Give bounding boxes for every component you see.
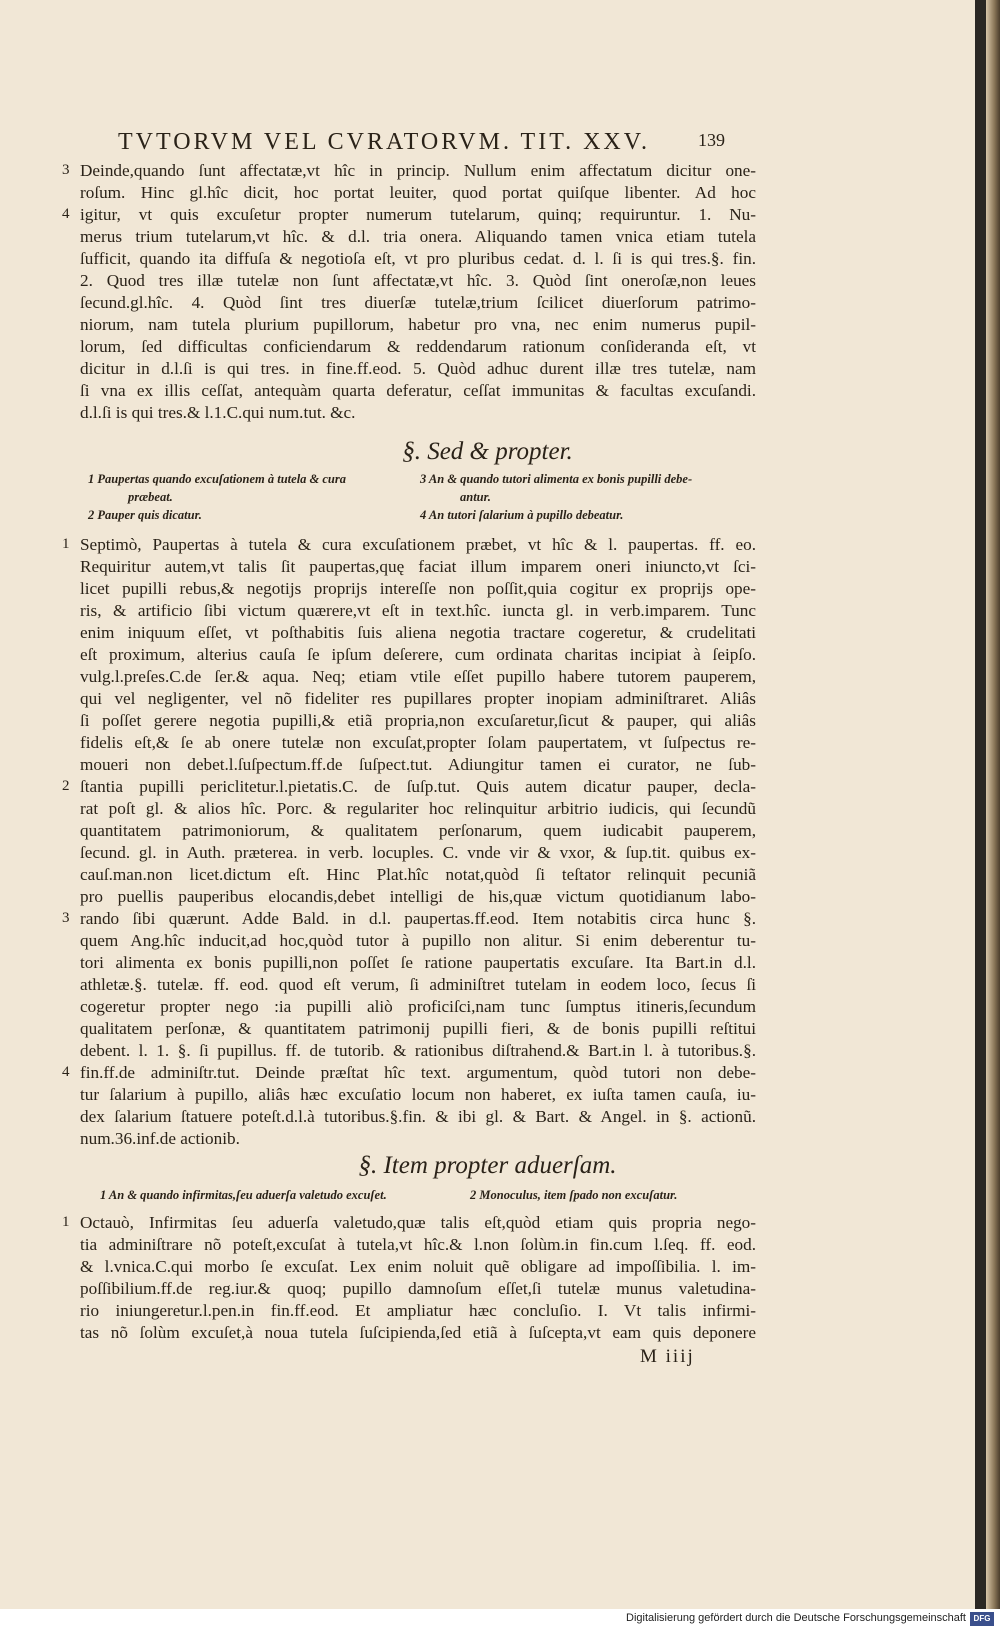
margin-number: 4 xyxy=(62,1064,70,1080)
text-line: d.l.ſi is qui tres.& l.1.C.qui num.tut. &c. xyxy=(80,403,356,422)
text-line: ſi poſſet gerere negotia pupilli,& etiã propria,non excuſaretur,ſicut & pauper, qui aliâs xyxy=(80,711,756,730)
page-number: 139 xyxy=(698,130,725,150)
summary-item: 2 Pauper quis dicatur. xyxy=(88,508,202,522)
text-line: igitur, vt quis excuſetur propter numerum tutelarum, quinq; requiruntur. 1. Nu- xyxy=(80,205,756,224)
text-line: ſi vna ex illis ceſſat, antequàm quarta deferatur, ceſſat immunitas & facultas excuſandi. xyxy=(80,381,756,400)
text-line: qualitatem perſonæ, & quantitatem patrimonij pupilli fieri, & de bonis pupilli reſtitui xyxy=(80,1019,756,1038)
text-line: Octauò, Infirmitas ſeu aduerſa valetudo,quæ talis eſt,quòd etiam quis propria nego- xyxy=(80,1213,756,1232)
text-line: num.36.inf.de actionib. xyxy=(80,1129,240,1148)
summary-item: antur. xyxy=(460,490,491,504)
margin-number: 3 xyxy=(62,162,70,178)
text-line: roſum. Hinc gl.hîc dicit, hoc portat leuiter, quod portat quiſque libenter. Ad hoc xyxy=(80,183,756,202)
summary-item: præbeat. xyxy=(128,490,173,504)
text-line: ſecund. gl. in Auth. præterea. in verb. locuples. C. vnde vir & vxor, & ſup.tit. quibus ex- xyxy=(80,843,756,862)
margin-number: 4 xyxy=(62,206,70,222)
text-line: lorum, ſed difficultas conficiendarum & reddendarum rationum conſideranda eſt, vt xyxy=(80,337,756,356)
text-line: cauſ.man.non licet.dictum eſt. Hinc Plat.hîc notat,quòd ſi teſtator relinquit pecuniã xyxy=(80,865,756,884)
summary-item: 2 Monoculus, item ſpado non excuſatur. xyxy=(470,1188,678,1202)
text-line: niorum, nam tutela plurium pupillorum, habetur pro vna, nec enim numerus pupil- xyxy=(80,315,756,334)
text-line: eſt proximum, alterius cauſa ſe ipſum deſerere, cum ordinata charitas incipiat à ſeipſo. xyxy=(80,645,756,664)
margin-number: 2 xyxy=(62,778,70,794)
text-line: poſſibilium.ff.de reg.iur.& quoq; pupillo damnoſum eſſet,ſi tutelæ munus valetudina- xyxy=(80,1279,756,1298)
text-line: merus trium tutelarum,vt hîc. & d.l. tria onera. Aliquando tamen vnica etiam tutela xyxy=(80,227,756,246)
text-line: tur ſalarium à pupillo, aliâs hæc excuſatio locum non haberet, ex iuſta tamen cauſa, iu- xyxy=(80,1085,756,1104)
summary-item: 3 An & quando tutori alimenta ex bonis pupilli debe- xyxy=(420,472,693,486)
text-line: fidelis eſt,& ſe ab onere tutelæ non excuſat,propter ſolam paupertatem, vt ſuſpectus re- xyxy=(80,733,756,752)
text-line: enim iniquum eſſet, vt poſthabitis ſuis aliena negotia tractare cogeretur, & crudelitati xyxy=(80,623,756,642)
funding-credit: Digitalisierung gefördert durch die Deutsche Forschungsgemeinschaft xyxy=(626,1612,966,1624)
text-line: quem Ang.hîc inducit,ad hoc,quòd tutor à pupillo non alitur. Si enim deberentur tu- xyxy=(80,931,756,950)
summary-item: 1 An & quando infirmitas,ſeu aduerſa valetudo excuſet. xyxy=(100,1188,387,1202)
text-line: tia adminiſtrare nõ poteſt,excuſat à tutela,vt hîc.& l.non ſolùm.in fin.cum l.ſeq. ff. eod. xyxy=(80,1235,756,1254)
section-title: §. Item propter aduerſam. xyxy=(358,1152,617,1179)
text-line: fin.ff.de adminiſtr.tut. Deinde præſtat hîc text. argumentum, quòd tutori non debe- xyxy=(80,1063,756,1082)
footer-bar xyxy=(0,1609,1000,1630)
text-line: pro puellis pauperibus elocandis,debet intelligi de his,quæ victum quotidianum labo- xyxy=(80,887,756,906)
margin-number: 3 xyxy=(62,910,70,926)
running-title: TVTORVM VEL CVRATORVM. TIT. XXV. xyxy=(118,129,650,155)
text-line: & l.vnica.C.qui morbo ſe excuſat. Lex enim noluit quẽ obligare ad impoſſibilia. l. im- xyxy=(80,1257,756,1276)
book-fold-edge xyxy=(986,0,1000,1609)
text-line: Deinde,quando ſunt affectatæ,vt hîc in princip. Nullum enim affectatum dicitur one- xyxy=(80,161,756,180)
dfg-logo-icon: DFG xyxy=(970,1612,994,1626)
summary-item: 1 Paupertas quando excuſationem à tutela & cura xyxy=(88,472,347,486)
text-line: dex ſalarium ſtatuere poteſt.d.l.à tutoribus.§.fin. & ibi gl. & Bart. & Angel. in §. actionũ. xyxy=(80,1107,756,1126)
section-title: §. Sed & propter. xyxy=(402,438,573,465)
summary-item: 4 An tutori ſalarium à pupillo debeatur. xyxy=(420,508,624,522)
text-line: ſecund.gl.hîc. 4. Quòd ſint tres diuerſæ tutelæ,trium ſcilicet diuerſorum patrimo- xyxy=(80,293,756,312)
text-line: vulg.l.preſes.C.de ſer.& aqua. Neq; etiam vtile eſſet pupillo habere tutorem pauperem, xyxy=(80,667,756,686)
text-line: debent. l. 1. §. ſi pupillus. ff. de tutorib. & rationibus diſtrahend.& Bart.in l. à tutoribus.§. xyxy=(80,1041,756,1060)
text-line: Septimò, Paupertas à tutela & cura excuſationem præbet, vt hîc & l. paupertas. ff. eo. xyxy=(80,535,756,554)
text-line: Requiritur autem,vt talis ſit paupertas,quę faciat illum imparem oneri iniuncto,vt ſci- xyxy=(80,557,756,576)
text-line: rat poſt gl. & alios hîc. Porc. & regulariter hoc relinquitur arbitrio iudicis, qui ſecundũ xyxy=(80,799,756,818)
text-line: licet pupilli rebus,& negotijs proprijs intereſſe non poſſit,quia cogitur ex proprijs ope- xyxy=(80,579,756,598)
text-line: qui vel negligenter, vel nõ fideliter res pupillares propter inopiam adminiſtraret. Aliâs xyxy=(80,689,756,708)
text-line: moueri non debet.l.ſuſpectum.ff.de ſuſpect.tut. Adiungitur tamen ei curator, ne ſub- xyxy=(80,755,756,774)
text-line: tas nõ ſolùm excuſet,à noua tutela ſuſcipienda,ſed etiã à ſuſcepta,vt eam quis deponere xyxy=(80,1323,756,1342)
text-line: rando ſibi quærunt. Adde Bald. in d.l. paupertas.ff.eod. Item notabitis circa hunc §. xyxy=(80,909,756,928)
text-line: quantitatem patrimoniorum, & qualitatem perſonarum, quem iudicabit pauperem, xyxy=(80,821,756,840)
text-line: ris, & artificio ſibi victum quærere,vt eſt in text.hîc. iuncta gl. in verb.imparem. Tunc xyxy=(80,601,756,620)
margin-number: 1 xyxy=(62,1214,70,1230)
margin-number: 1 xyxy=(62,536,70,552)
text-line: tori alimenta ex bonis pupilli,non poſſet ſe ratione paupertatis excuſare. Ita Bart.in d.l. xyxy=(80,953,756,972)
signature-mark: M iiij xyxy=(640,1346,695,1367)
text-line: 2. Quod tres illæ tutelæ non ſunt affectatæ,vt hîc. 3. Quòd ſint oneroſæ,non leues xyxy=(80,271,756,290)
text-line: ſtantia pupilli periclitetur.l.pietatis.C. de ſuſp.tut. Quis autem dicatur pauper, decla- xyxy=(80,777,756,796)
text-line: athletæ.§. tutelæ. ff. eod. quod eſt verum, ſi adminiſtret tutelam in eodem loco, ſecus ſi xyxy=(80,975,756,994)
text-line: dicitur in d.l.ſi is qui tres. in fine.ff.eod. 5. Quòd adhuc durent illæ tres tutelæ, nam xyxy=(80,359,756,378)
text-line: rio iniungeretur.l.pen.in fin.ff.eod. Et ampliatur hæc concluſio. I. Vt talis infirmi- xyxy=(80,1301,756,1320)
text-line: ſufficit, quando ita diffuſa & negotioſa eſt, vt pro pluribus cedat. d. l. ſi is qui tres.§. fin. xyxy=(80,249,756,268)
text-line: cogeretur propter nego :ia pupilli aliò proficiſci,nam tunc ſumptus itineris,ſecundum xyxy=(80,997,756,1016)
